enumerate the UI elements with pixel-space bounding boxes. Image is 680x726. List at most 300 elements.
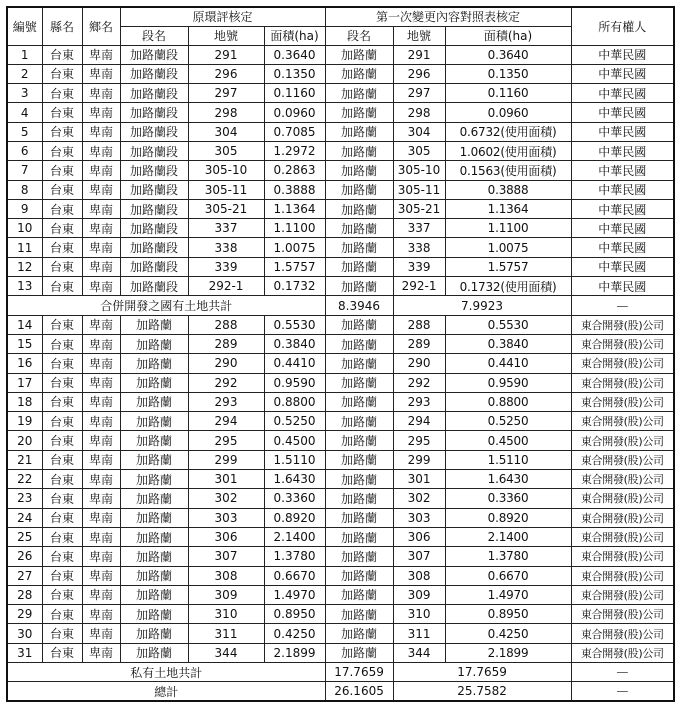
lot-changed-cell: 307: [393, 547, 445, 566]
row-number: 7: [7, 161, 42, 180]
owner-cell: 東合開發(股)公司: [571, 392, 674, 411]
owner-cell: 中華民國: [571, 161, 674, 180]
county-cell: 台東: [42, 508, 82, 527]
area-cell: 0.9590: [264, 373, 325, 392]
owner-cell: 東合開發(股)公司: [571, 334, 674, 353]
owner-cell: 中華民國: [571, 45, 674, 64]
private-total-owner: —: [571, 663, 674, 682]
area-changed-cell: 1.3780: [445, 547, 571, 566]
area-cell: 0.8950: [264, 605, 325, 624]
table-header: [7, 7, 674, 45]
owner-cell: 東合開發(股)公司: [571, 566, 674, 585]
county-cell: 台東: [42, 103, 82, 122]
header-township: 鄉名: [82, 7, 120, 45]
county-cell: 台東: [42, 84, 82, 103]
owner-cell: 東合開發(股)公司: [571, 508, 674, 527]
county-cell: 台東: [42, 450, 82, 469]
table-row: [7, 64, 674, 83]
county-cell: 台東: [42, 643, 82, 662]
area-changed-cell: 0.3360: [445, 489, 571, 508]
township-cell: 卑南: [82, 527, 120, 546]
lot-cell: 309: [188, 585, 264, 604]
lot-cell: 305-11: [188, 180, 264, 199]
area-changed-cell: 1.5757: [445, 257, 571, 276]
owner-cell: 中華民國: [571, 141, 674, 160]
lot-changed-cell: 297: [393, 84, 445, 103]
county-cell: 台東: [42, 605, 82, 624]
lot-cell: 293: [188, 392, 264, 411]
owner-cell: 中華民國: [571, 199, 674, 218]
table-row: [7, 257, 674, 276]
area-changed-cell: 1.0075: [445, 238, 571, 257]
section-cell: 加路蘭: [120, 470, 188, 489]
lot-cell: 303: [188, 508, 264, 527]
area-cell: 0.5530: [264, 315, 325, 334]
section-cell: 加路蘭: [120, 643, 188, 662]
lot-changed-cell: 294: [393, 412, 445, 431]
township-cell: 卑南: [82, 64, 120, 83]
table-row: [7, 315, 674, 334]
table-row: [7, 45, 674, 64]
county-cell: 台東: [42, 412, 82, 431]
private-land-rows: [7, 315, 674, 662]
row-number: 28: [7, 585, 42, 604]
county-cell: 台東: [42, 566, 82, 585]
township-cell: 卑南: [82, 199, 120, 218]
township-cell: 卑南: [82, 489, 120, 508]
public-total-label: 合併開發之國有土地共計: [7, 296, 325, 315]
area-cell: 0.3360: [264, 489, 325, 508]
row-number: 13: [7, 277, 42, 296]
section-cell: 加路蘭段: [120, 257, 188, 276]
owner-cell: 中華民國: [571, 238, 674, 257]
table-row: [7, 624, 674, 643]
township-cell: 卑南: [82, 180, 120, 199]
county-cell: 台東: [42, 585, 82, 604]
table-row: [7, 238, 674, 257]
table-row: [7, 508, 674, 527]
section-cell: 加路蘭段: [120, 219, 188, 238]
county-cell: 台東: [42, 354, 82, 373]
owner-cell: 中華民國: [571, 277, 674, 296]
county-cell: 台東: [42, 334, 82, 353]
section-cell: 加路蘭: [120, 527, 188, 546]
county-cell: 台東: [42, 489, 82, 508]
lot-cell: 338: [188, 238, 264, 257]
lot-cell: 294: [188, 412, 264, 431]
lot-changed-cell: 299: [393, 450, 445, 469]
section-changed-cell: 加路蘭: [325, 373, 393, 392]
lot-changed-cell: 305-11: [393, 180, 445, 199]
table-row: [7, 643, 674, 662]
section-changed-cell: 加路蘭: [325, 122, 393, 141]
row-number: 17: [7, 373, 42, 392]
owner-cell: 東合開發(股)公司: [571, 431, 674, 450]
county-cell: 台東: [42, 122, 82, 141]
lot-cell: 296: [188, 64, 264, 83]
area-cell: 1.6430: [264, 470, 325, 489]
area-changed-cell: 0.6732(使用面積): [445, 122, 571, 141]
row-number: 5: [7, 122, 42, 141]
header-section: 段名: [120, 26, 188, 45]
lot-changed-cell: 306: [393, 527, 445, 546]
area-cell: 0.3888: [264, 180, 325, 199]
area-cell: 1.4970: [264, 585, 325, 604]
lot-changed-cell: 310: [393, 605, 445, 624]
lot-changed-cell: 298: [393, 103, 445, 122]
row-number: 4: [7, 103, 42, 122]
lot-cell: 297: [188, 84, 264, 103]
lot-cell: 291: [188, 45, 264, 64]
area-changed-cell: 0.1732(使用面積): [445, 277, 571, 296]
section-cell: 加路蘭: [120, 624, 188, 643]
table-row: [7, 392, 674, 411]
county-cell: 台東: [42, 315, 82, 334]
table-row: [7, 412, 674, 431]
township-cell: 卑南: [82, 45, 120, 64]
table-row: [7, 527, 674, 546]
area-changed-cell: 1.5110: [445, 450, 571, 469]
area-changed-cell: 0.0960: [445, 103, 571, 122]
section-changed-cell: 加路蘭: [325, 257, 393, 276]
table-row: [7, 199, 674, 218]
land-table-container: [6, 6, 673, 702]
header-area-changed: 面積(ha): [445, 26, 571, 45]
area-cell: 2.1400: [264, 527, 325, 546]
lot-changed-cell: 304: [393, 122, 445, 141]
lot-cell: 337: [188, 219, 264, 238]
private-total-area: 17.7659: [325, 663, 393, 682]
table-row: [7, 334, 674, 353]
lot-changed-cell: 288: [393, 315, 445, 334]
lot-changed-cell: 305-10: [393, 161, 445, 180]
table-row: [7, 585, 674, 604]
area-cell: 1.5110: [264, 450, 325, 469]
area-changed-cell: 2.1400: [445, 527, 571, 546]
owner-cell: 東合開發(股)公司: [571, 412, 674, 431]
township-cell: 卑南: [82, 373, 120, 392]
area-changed-cell: 0.4500: [445, 431, 571, 450]
section-cell: 加路蘭: [120, 315, 188, 334]
grand-total-label: 總計: [7, 682, 325, 701]
row-number: 3: [7, 84, 42, 103]
area-changed-cell: 0.3840: [445, 334, 571, 353]
section-cell: 加路蘭段: [120, 84, 188, 103]
owner-cell: 東合開發(股)公司: [571, 643, 674, 662]
section-changed-cell: 加路蘭: [325, 412, 393, 431]
area-cell: 0.1350: [264, 64, 325, 83]
owner-cell: 東合開發(股)公司: [571, 547, 674, 566]
township-cell: 卑南: [82, 392, 120, 411]
header-area: 面積(ha): [264, 26, 325, 45]
row-number: 2: [7, 64, 42, 83]
lot-cell: 306: [188, 527, 264, 546]
table-row: [7, 470, 674, 489]
lot-changed-cell: 301: [393, 470, 445, 489]
table-row: [7, 219, 674, 238]
lot-changed-cell: 295: [393, 431, 445, 450]
township-cell: 卑南: [82, 277, 120, 296]
lot-changed-cell: 293: [393, 392, 445, 411]
township-cell: 卑南: [82, 508, 120, 527]
owner-cell: 中華民國: [571, 257, 674, 276]
owner-cell: 東合開發(股)公司: [571, 373, 674, 392]
township-cell: 卑南: [82, 122, 120, 141]
owner-cell: 東合開發(股)公司: [571, 624, 674, 643]
county-cell: 台東: [42, 527, 82, 546]
area-changed-cell: 0.5250: [445, 412, 571, 431]
totals-body: [7, 663, 674, 702]
grand-total-area: 26.1605: [325, 682, 393, 701]
lot-cell: 311: [188, 624, 264, 643]
section-cell: 加路蘭: [120, 431, 188, 450]
section-changed-cell: 加路蘭: [325, 527, 393, 546]
table-row: [7, 180, 674, 199]
section-changed-cell: 加路蘭: [325, 161, 393, 180]
lot-cell: 292: [188, 373, 264, 392]
section-cell: 加路蘭: [120, 450, 188, 469]
section-changed-cell: 加路蘭: [325, 450, 393, 469]
lot-cell: 301: [188, 470, 264, 489]
section-changed-cell: 加路蘭: [325, 180, 393, 199]
section-cell: 加路蘭段: [120, 122, 188, 141]
section-cell: 加路蘭段: [120, 161, 188, 180]
lot-cell: 308: [188, 566, 264, 585]
lot-changed-cell: 305-21: [393, 199, 445, 218]
section-cell: 加路蘭段: [120, 45, 188, 64]
lot-changed-cell: 292-1: [393, 277, 445, 296]
public-total-row: [7, 296, 674, 315]
section-changed-cell: 加路蘭: [325, 103, 393, 122]
lot-changed-cell: 338: [393, 238, 445, 257]
lot-changed-cell: 296: [393, 64, 445, 83]
area-changed-cell: 1.0602(使用面積): [445, 141, 571, 160]
township-cell: 卑南: [82, 431, 120, 450]
section-cell: 加路蘭段: [120, 199, 188, 218]
section-cell: 加路蘭: [120, 585, 188, 604]
area-cell: 0.2863: [264, 161, 325, 180]
section-cell: 加路蘭段: [120, 277, 188, 296]
area-cell: 1.1364: [264, 199, 325, 218]
table-row: [7, 122, 674, 141]
lot-changed-cell: 309: [393, 585, 445, 604]
grand-total-area-changed: 25.7582: [393, 682, 571, 701]
area-changed-cell: 1.4970: [445, 585, 571, 604]
lot-changed-cell: 290: [393, 354, 445, 373]
township-cell: 卑南: [82, 605, 120, 624]
lot-changed-cell: 302: [393, 489, 445, 508]
header-no: 編號: [7, 7, 42, 45]
public-total-area: 8.3946: [325, 296, 393, 315]
header-section-changed: 段名: [325, 26, 393, 45]
township-cell: 卑南: [82, 585, 120, 604]
lot-cell: 304: [188, 122, 264, 141]
section-cell: 加路蘭: [120, 489, 188, 508]
lot-changed-cell: 311: [393, 624, 445, 643]
header-lot-changed: 地號: [393, 26, 445, 45]
area-cell: 0.4250: [264, 624, 325, 643]
county-cell: 台東: [42, 64, 82, 83]
table-row: [7, 566, 674, 585]
county-cell: 台東: [42, 547, 82, 566]
owner-cell: 中華民國: [571, 122, 674, 141]
area-cell: 0.5250: [264, 412, 325, 431]
section-changed-cell: 加路蘭: [325, 605, 393, 624]
row-number: 25: [7, 527, 42, 546]
area-cell: 0.1160: [264, 84, 325, 103]
area-cell: 0.6670: [264, 566, 325, 585]
row-number: 26: [7, 547, 42, 566]
lot-changed-cell: 344: [393, 643, 445, 662]
section-changed-cell: 加路蘭: [325, 219, 393, 238]
owner-cell: 東合開發(股)公司: [571, 450, 674, 469]
row-number: 19: [7, 412, 42, 431]
area-changed-cell: 0.5530: [445, 315, 571, 334]
area-cell: 1.5757: [264, 257, 325, 276]
area-changed-cell: 0.3640: [445, 45, 571, 64]
area-changed-cell: 1.1100: [445, 219, 571, 238]
township-cell: 卑南: [82, 566, 120, 585]
section-changed-cell: 加路蘭: [325, 277, 393, 296]
row-number: 16: [7, 354, 42, 373]
area-changed-cell: 0.8950: [445, 605, 571, 624]
row-number: 24: [7, 508, 42, 527]
row-number: 15: [7, 334, 42, 353]
section-changed-cell: 加路蘭: [325, 141, 393, 160]
table-row: [7, 141, 674, 160]
owner-cell: 中華民國: [571, 103, 674, 122]
area-changed-cell: 0.8920: [445, 508, 571, 527]
area-cell: 0.4410: [264, 354, 325, 373]
area-changed-cell: 0.1563(使用面積): [445, 161, 571, 180]
section-cell: 加路蘭: [120, 508, 188, 527]
lot-changed-cell: 339: [393, 257, 445, 276]
private-total-area-changed: 17.7659: [393, 663, 571, 682]
section-changed-cell: 加路蘭: [325, 566, 393, 585]
row-number: 6: [7, 141, 42, 160]
lot-changed-cell: 292: [393, 373, 445, 392]
county-cell: 台東: [42, 470, 82, 489]
header-lot: 地號: [188, 26, 264, 45]
township-cell: 卑南: [82, 412, 120, 431]
area-changed-cell: 0.8800: [445, 392, 571, 411]
row-number: 8: [7, 180, 42, 199]
section-changed-cell: 加路蘭: [325, 489, 393, 508]
area-cell: 0.0960: [264, 103, 325, 122]
county-cell: 台東: [42, 199, 82, 218]
section-cell: 加路蘭: [120, 605, 188, 624]
area-cell: 0.3840: [264, 334, 325, 353]
lot-cell: 289: [188, 334, 264, 353]
township-cell: 卑南: [82, 103, 120, 122]
owner-cell: 東合開發(股)公司: [571, 605, 674, 624]
lot-cell: 299: [188, 450, 264, 469]
area-cell: 1.0075: [264, 238, 325, 257]
area-changed-cell: 0.4410: [445, 354, 571, 373]
row-number: 22: [7, 470, 42, 489]
area-changed-cell: 0.4250: [445, 624, 571, 643]
table-row: [7, 277, 674, 296]
owner-cell: 中華民國: [571, 219, 674, 238]
table-row: [7, 431, 674, 450]
table-row: [7, 161, 674, 180]
township-cell: 卑南: [82, 141, 120, 160]
row-number: 31: [7, 643, 42, 662]
row-number: 14: [7, 315, 42, 334]
section-changed-cell: 加路蘭: [325, 334, 393, 353]
lot-changed-cell: 303: [393, 508, 445, 527]
header-owner: 所有權人: [571, 7, 674, 45]
lot-cell: 305-10: [188, 161, 264, 180]
township-cell: 卑南: [82, 450, 120, 469]
section-changed-cell: 加路蘭: [325, 199, 393, 218]
county-cell: 台東: [42, 141, 82, 160]
section-changed-cell: 加路蘭: [325, 624, 393, 643]
owner-cell: 東合開發(股)公司: [571, 315, 674, 334]
section-cell: 加路蘭: [120, 547, 188, 566]
county-cell: 台東: [42, 45, 82, 64]
lot-cell: 305-21: [188, 199, 264, 218]
table-row: [7, 84, 674, 103]
township-cell: 卑南: [82, 334, 120, 353]
area-cell: 1.1100: [264, 219, 325, 238]
owner-cell: 中華民國: [571, 180, 674, 199]
area-changed-cell: 2.1899: [445, 643, 571, 662]
township-cell: 卑南: [82, 257, 120, 276]
lot-cell: 310: [188, 605, 264, 624]
area-cell: 0.1732: [264, 277, 325, 296]
area-cell: 0.3640: [264, 45, 325, 64]
county-cell: 台東: [42, 257, 82, 276]
township-cell: 卑南: [82, 547, 120, 566]
owner-cell: 東合開發(股)公司: [571, 527, 674, 546]
section-cell: 加路蘭: [120, 334, 188, 353]
lot-cell: 298: [188, 103, 264, 122]
private-total-row: [7, 663, 674, 682]
lot-changed-cell: 337: [393, 219, 445, 238]
county-cell: 台東: [42, 180, 82, 199]
area-changed-cell: 0.9590: [445, 373, 571, 392]
county-cell: 台東: [42, 219, 82, 238]
owner-cell: 東合開發(股)公司: [571, 354, 674, 373]
table-row: [7, 489, 674, 508]
area-cell: 1.3780: [264, 547, 325, 566]
header-county: 縣名: [42, 7, 82, 45]
owner-cell: 東合開發(股)公司: [571, 585, 674, 604]
table-row: [7, 450, 674, 469]
area-cell: 1.2972: [264, 141, 325, 160]
lot-cell: 305: [188, 141, 264, 160]
section-changed-cell: 加路蘭: [325, 392, 393, 411]
area-changed-cell: 1.1364: [445, 199, 571, 218]
row-number: 11: [7, 238, 42, 257]
row-number: 18: [7, 392, 42, 411]
table-row: [7, 373, 674, 392]
section-cell: 加路蘭段: [120, 141, 188, 160]
lot-cell: 292-1: [188, 277, 264, 296]
grand-total-owner: —: [571, 682, 674, 701]
section-cell: 加路蘭段: [120, 238, 188, 257]
public-land-rows: [7, 45, 674, 296]
township-cell: 卑南: [82, 238, 120, 257]
area-changed-cell: 0.6670: [445, 566, 571, 585]
lot-cell: 307: [188, 547, 264, 566]
lot-cell: 302: [188, 489, 264, 508]
area-changed-cell: 1.6430: [445, 470, 571, 489]
section-changed-cell: 加路蘭: [325, 45, 393, 64]
area-cell: 0.8920: [264, 508, 325, 527]
area-changed-cell: 0.3888: [445, 180, 571, 199]
